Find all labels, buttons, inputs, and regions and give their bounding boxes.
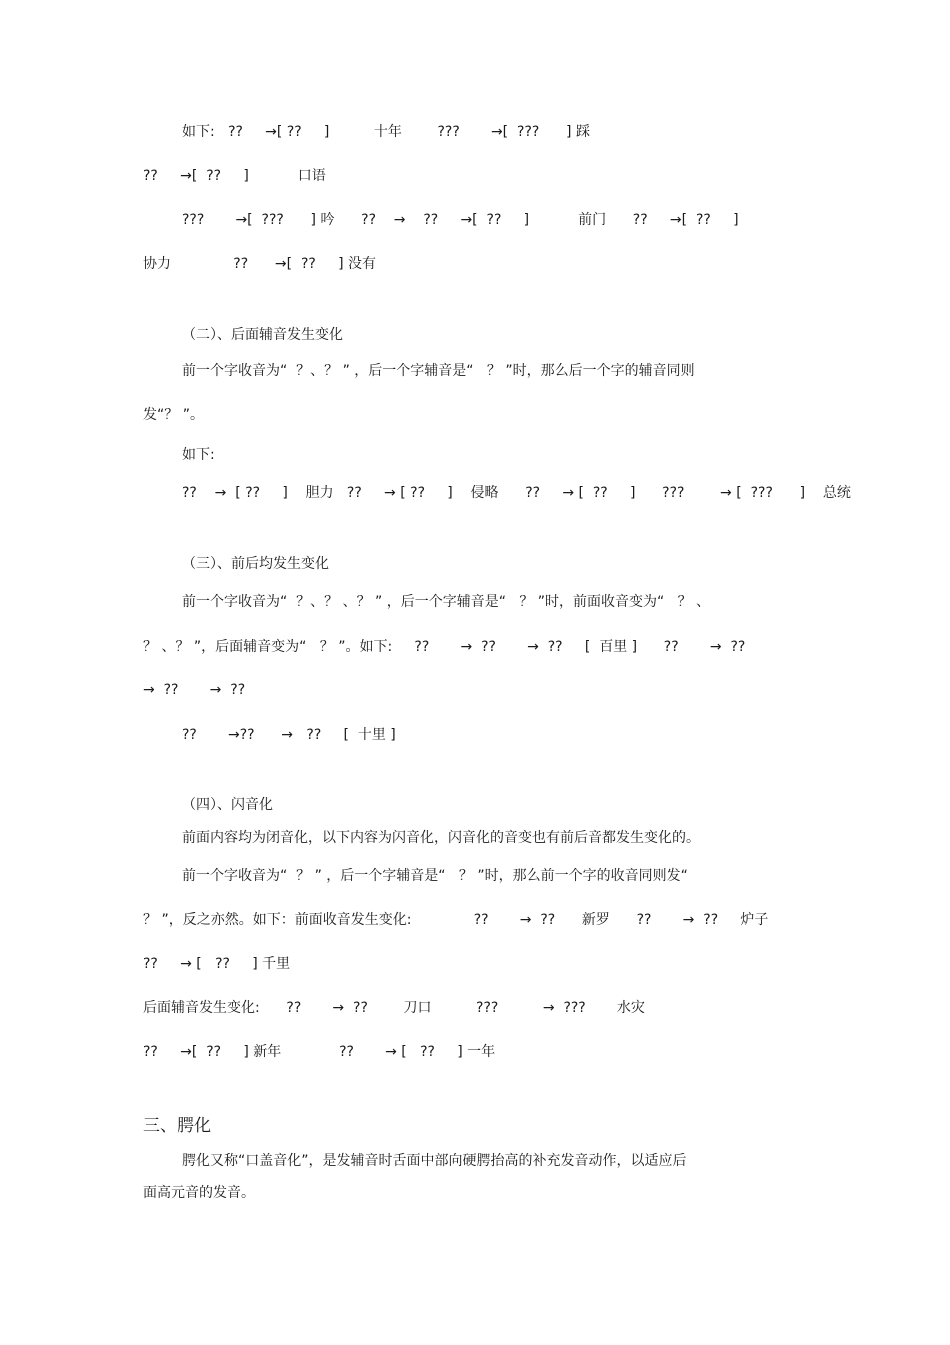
rule-line-4b: ？ ”，反之亦然。如下：前面收音发生变化: ?? → ?? 新罗 ?? → ?? 炉子 <box>143 912 769 928</box>
heading-section-3: （三）、前后均发生变化 <box>182 556 329 572</box>
example-line-2-list: ?? → [ ?? ] 胆力 ?? → [ ?? ] 侵略 ?? → [ ?? ] ??? → [ ??? ] 总统 <box>182 485 851 501</box>
example-label-2: 如下: <box>182 447 215 463</box>
rule-line-2b: 发“？ ”。 <box>143 407 204 423</box>
rule-line-3c: → ?? → ?? <box>143 682 246 698</box>
heading-section-2: （二）、后面辅音发生变化 <box>182 327 343 343</box>
example-line-4c: ?? →[ ?? ] 新年 ?? → [ ?? ] 一年 <box>143 1044 496 1060</box>
example-line-4: 协力 ?? →[ ?? ] 没有 <box>143 256 376 272</box>
example-line-4b: 后面辅音发生变化: ?? → ?? 刀口 ??? → ??? 水灾 <box>143 1000 645 1016</box>
heading-part-3: 三、腭化 <box>143 1116 211 1136</box>
example-line-3: ??? →[ ??? ] 吟 ?? → ?? →[ ?? ] 前门 ?? →[ ?? ] <box>182 212 739 228</box>
rule-line-3a: 前一个字收音为“ ？、？ 、？ ” ，后一个字辅音是“ ？ ”时，前面收音变为“ ？ 、 <box>182 594 711 610</box>
body-line-2: 面高元音的发音。 <box>143 1185 255 1201</box>
rule-line-2a: 前一个字收音为“ ？、？ ” ，后一个字辅音是“ ？ ”时，那么后一个字的辅音同则 <box>182 363 695 379</box>
example-line-1: 如下: ?? →[ ?? ] 十年 ??? →[ ??? ] 踩 <box>182 124 590 140</box>
example-line-4a: ?? → [ ?? ] 千里 <box>143 956 291 972</box>
example-line-2: ?? →[ ?? ] 口语 <box>143 168 326 184</box>
intro-line-4: 前面内容均为闭音化，以下内容为闪音化，闪音化的音变也有前后音都发生变化的。 <box>182 830 700 846</box>
heading-section-4: （四）、闪音化 <box>182 797 273 813</box>
rule-line-3b: ？ 、？ ”，后面辅音变为“ ？ ”。如下: ?? → ?? → ?? [ 百里 ] ?? → ?? <box>143 639 746 655</box>
example-line-3-list: ?? →?? → ?? [ 十里 ] <box>182 727 396 743</box>
rule-line-4a: 前一个字收音为“ ？ ” ，后一个字辅音是“ ？ ”时，那么前一个字的收音同则发“ <box>182 868 688 884</box>
body-line-1: 腭化又称“口盖音化”，是发辅音时舌面中部向硬腭抬高的补充发音动作，以适应后 <box>182 1153 687 1169</box>
